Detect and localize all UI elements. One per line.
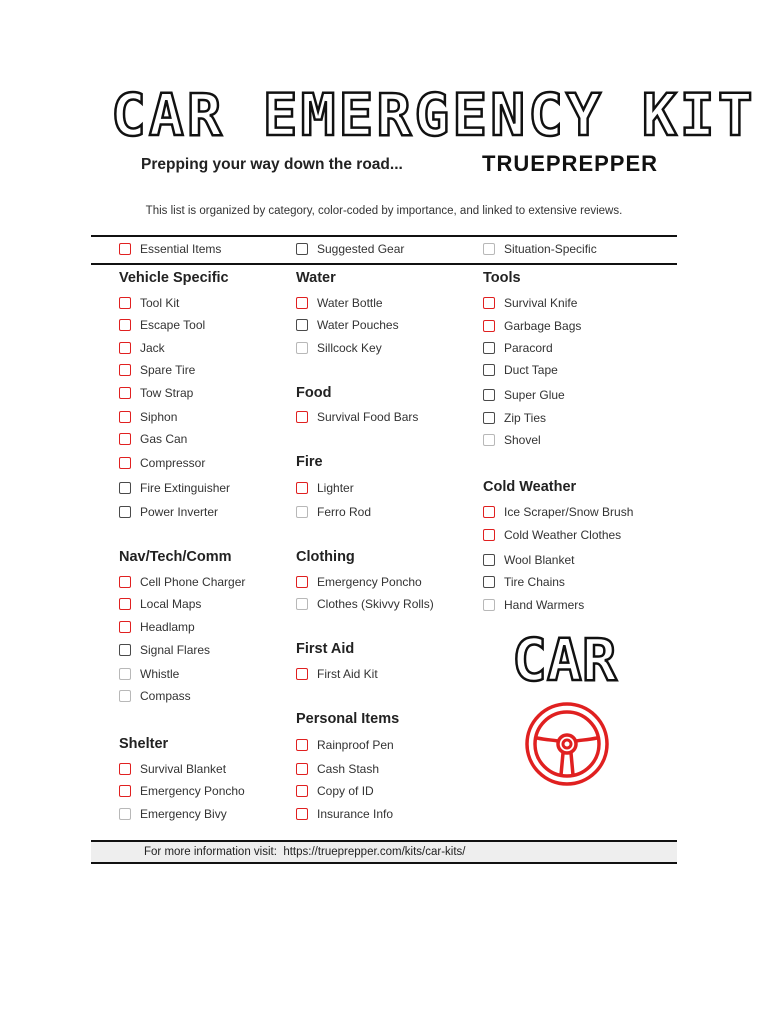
section-heading-personal: Personal Items xyxy=(296,711,400,727)
checklist-item[interactable]: Spare Tire xyxy=(119,361,195,379)
checkbox-icon[interactable] xyxy=(119,457,131,469)
checklist-item[interactable]: Water Pouches xyxy=(296,316,399,334)
checkbox-icon[interactable] xyxy=(119,668,131,680)
checkbox-icon[interactable] xyxy=(119,364,131,376)
checkbox-icon[interactable] xyxy=(483,412,495,424)
intro-text: This list is organized by category, color-coded by importance, and linked to extensive reviews. xyxy=(145,205,623,217)
checklist-item[interactable]: First Aid Kit xyxy=(296,665,378,683)
legend-suggested: Suggested Gear xyxy=(296,240,404,258)
checkbox-icon[interactable] xyxy=(119,387,131,399)
section-heading-nav: Nav/Tech/Comm xyxy=(119,549,232,565)
checklist-item[interactable]: Super Glue xyxy=(483,386,565,404)
section-heading-firstaid: First Aid xyxy=(296,641,355,657)
checkbox-icon[interactable] xyxy=(119,785,131,797)
checkbox-icon[interactable] xyxy=(119,808,131,820)
checklist-item[interactable]: Shovel xyxy=(483,431,541,449)
car-logo-graphic: CAR xyxy=(512,626,617,694)
checklist-item[interactable]: Lighter xyxy=(296,479,354,497)
checkbox-icon[interactable] xyxy=(119,644,131,656)
checkbox-icon[interactable] xyxy=(119,506,131,518)
checkbox-icon[interactable] xyxy=(119,763,131,775)
section-heading-vehicle: Vehicle Specific xyxy=(119,270,229,286)
checkbox-icon[interactable] xyxy=(296,598,308,610)
checkbox-icon[interactable] xyxy=(483,506,495,518)
checklist-item[interactable]: Survival Knife xyxy=(483,294,577,312)
checkbox-icon[interactable] xyxy=(296,506,308,518)
checkbox-icon[interactable] xyxy=(483,342,495,354)
section-heading-food: Food xyxy=(296,385,332,401)
checklist-item[interactable]: Garbage Bags xyxy=(483,317,581,335)
checkbox-icon[interactable] xyxy=(483,364,495,376)
footer-bar xyxy=(91,840,677,864)
checkbox-icon[interactable] xyxy=(296,763,308,775)
checkbox-icon[interactable] xyxy=(119,411,131,423)
checklist-item[interactable]: Emergency Poncho xyxy=(119,782,245,800)
footer-prefix: For more information visit: xyxy=(144,846,277,858)
checkbox-icon[interactable] xyxy=(296,739,308,751)
checklist-item[interactable]: Tool Kit xyxy=(119,294,179,312)
checkbox-icon[interactable] xyxy=(483,297,495,309)
tagline: Prepping your way down the road... xyxy=(141,156,403,173)
section-heading-cold: Cold Weather xyxy=(483,479,577,495)
steering-wheel-icon xyxy=(523,700,611,788)
checkbox-icon xyxy=(483,243,495,255)
checkbox-icon[interactable] xyxy=(483,434,495,446)
checkbox-icon[interactable] xyxy=(483,320,495,332)
checkbox-icon[interactable] xyxy=(119,576,131,588)
checklist-item[interactable]: Survival Food Bars xyxy=(296,408,418,426)
checklist-item[interactable]: Escape Tool xyxy=(119,316,205,334)
checklist-item[interactable]: Clothes (Skivvy Rolls) xyxy=(296,595,434,613)
checklist-item[interactable]: Compressor xyxy=(119,454,205,472)
checklist-item[interactable]: Cell Phone Charger xyxy=(119,573,245,591)
checkbox-icon[interactable] xyxy=(119,297,131,309)
checkbox-icon[interactable] xyxy=(296,482,308,494)
checkbox-icon[interactable] xyxy=(119,482,131,494)
checklist-item[interactable]: Gas Can xyxy=(119,430,187,448)
checklist-item[interactable]: Ferro Rod xyxy=(296,503,371,521)
checkbox-icon[interactable] xyxy=(296,576,308,588)
checklist-item[interactable]: Signal Flares xyxy=(119,641,210,659)
checkbox-icon[interactable] xyxy=(296,342,308,354)
checklist-item[interactable]: Copy of ID xyxy=(296,782,374,800)
checkbox-icon[interactable] xyxy=(483,599,495,611)
checklist-item[interactable]: Whistle xyxy=(119,665,179,683)
checkbox-icon[interactable] xyxy=(119,342,131,354)
checkbox-icon[interactable] xyxy=(119,319,131,331)
checkbox-icon[interactable] xyxy=(296,668,308,680)
checkbox-icon[interactable] xyxy=(119,690,131,702)
checklist-item[interactable]: Tire Chains xyxy=(483,573,565,591)
checklist-item[interactable]: Emergency Bivy xyxy=(119,805,227,823)
checkbox-icon[interactable] xyxy=(483,576,495,588)
checklist-item[interactable]: Cash Stash xyxy=(296,760,379,778)
section-heading-water: Water xyxy=(296,270,336,286)
legend-essential: Essential Items xyxy=(119,240,221,258)
divider-top xyxy=(91,235,677,237)
section-heading-clothing: Clothing xyxy=(296,549,355,565)
footer-link[interactable]: https://trueprepper.com/kits/car-kits/ xyxy=(283,846,466,858)
checkbox-icon xyxy=(119,243,131,255)
checkbox-icon[interactable] xyxy=(296,411,308,423)
checklist-item[interactable]: Tow Strap xyxy=(119,384,193,402)
checklist-item[interactable]: Jack xyxy=(119,339,165,357)
page-title: CAR EMERGENCY KIT xyxy=(111,81,756,149)
checklist-item[interactable]: Survival Blanket xyxy=(119,760,226,778)
checklist-item[interactable]: Sillcock Key xyxy=(296,339,382,357)
checklist-item[interactable]: Cold Weather Clothes xyxy=(483,526,621,544)
checklist-item[interactable]: Water Bottle xyxy=(296,294,383,312)
section-heading-fire: Fire xyxy=(296,454,323,470)
checkbox-icon[interactable] xyxy=(119,433,131,445)
checkbox-icon[interactable] xyxy=(296,319,308,331)
checklist-item[interactable]: Local Maps xyxy=(119,595,201,613)
checklist-item[interactable]: Hand Warmers xyxy=(483,596,584,614)
section-heading-shelter: Shelter xyxy=(119,736,169,752)
checklist-item[interactable]: Paracord xyxy=(483,339,553,357)
checkbox-icon[interactable] xyxy=(483,389,495,401)
brand-logo-text[interactable]: TRUEPREPPER xyxy=(482,151,659,176)
checklist-item[interactable]: Compass xyxy=(119,687,191,705)
checkbox-icon[interactable] xyxy=(483,529,495,541)
checklist-item[interactable]: Fire Extinguisher xyxy=(119,479,230,497)
checkbox-icon[interactable] xyxy=(119,621,131,633)
checklist-item[interactable]: Insurance Info xyxy=(296,805,393,823)
divider-legend xyxy=(91,263,677,265)
legend-situational: Situation-Specific xyxy=(483,240,597,258)
checklist-item[interactable]: Zip Ties xyxy=(483,409,546,427)
checkbox-icon[interactable] xyxy=(119,598,131,610)
checklist-item[interactable]: Siphon xyxy=(119,408,177,426)
checklist-item[interactable]: Headlamp xyxy=(119,618,195,636)
checkbox-icon xyxy=(296,243,308,255)
checklist-item[interactable]: Ice Scraper/Snow Brush xyxy=(483,503,633,521)
checklist-item[interactable]: Wool Blanket xyxy=(483,551,574,569)
checklist-item[interactable]: Power Inverter xyxy=(119,503,218,521)
checkbox-icon[interactable] xyxy=(296,297,308,309)
section-heading-tools: Tools xyxy=(483,270,521,286)
checkbox-icon[interactable] xyxy=(296,808,308,820)
checklist-item[interactable]: Emergency Poncho xyxy=(296,573,422,591)
checklist-item[interactable]: Duct Tape xyxy=(483,361,558,379)
checkbox-icon[interactable] xyxy=(483,554,495,566)
checklist-item[interactable]: Rainproof Pen xyxy=(296,736,394,754)
checkbox-icon[interactable] xyxy=(296,785,308,797)
